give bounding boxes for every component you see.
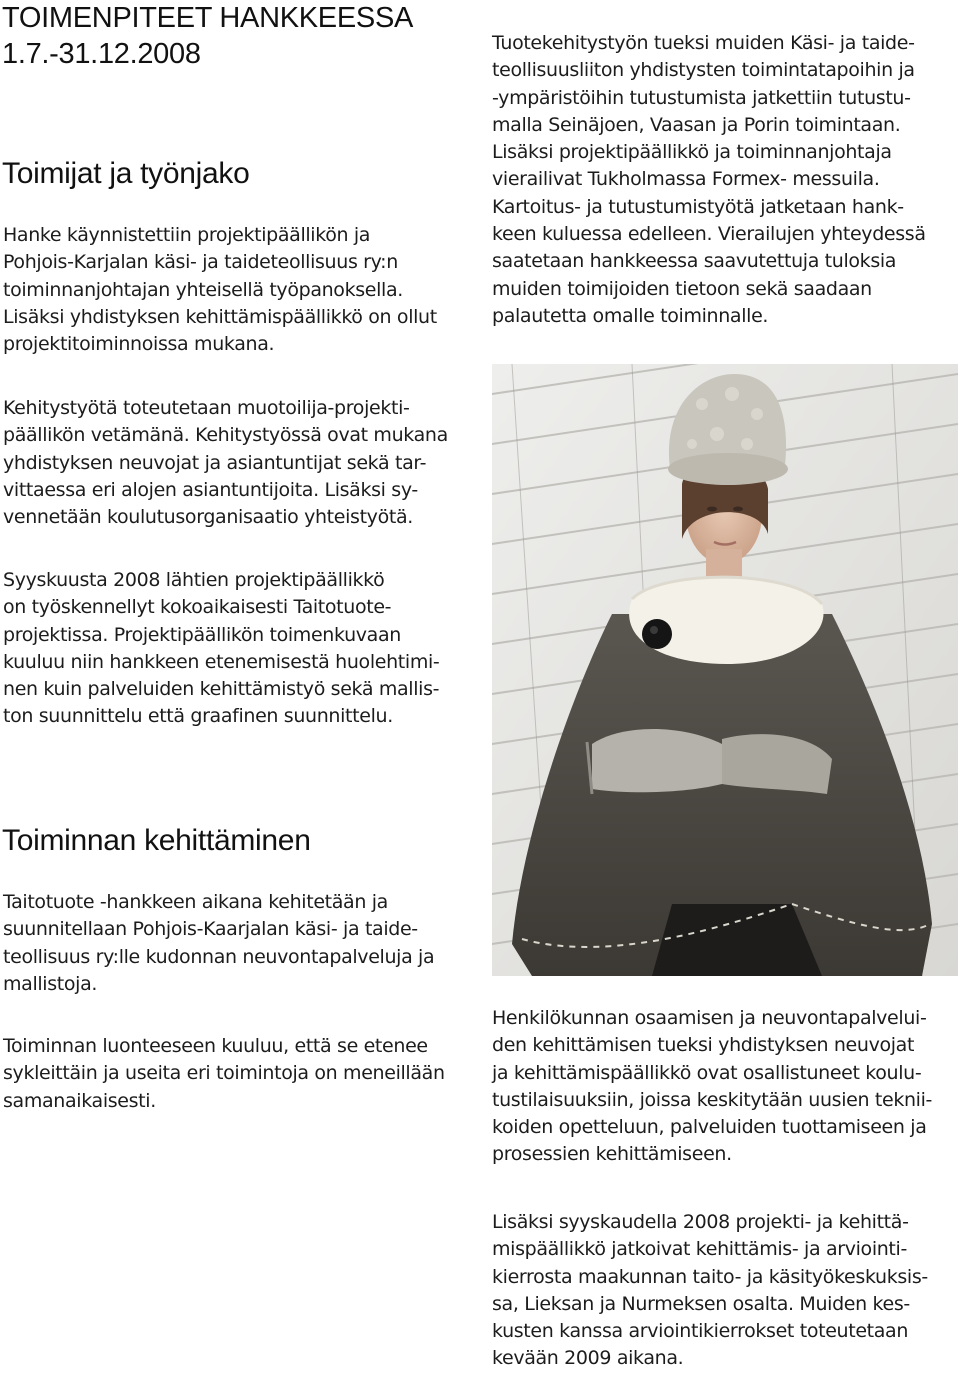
text-line: projektitoiminnoissa mukana. <box>3 333 275 356</box>
text-line: suunnitellaan Pohjois-Kaarjalan käsi- ja taide- <box>3 918 418 941</box>
text-line: kuuluu niin hankkeen etenemisestä huolehtimi- <box>3 650 440 673</box>
text-line: kusten kanssa arviointikierrokset toteutetaan <box>492 1320 909 1343</box>
text-line: vennetään koulutusorganisaatio yhteistyötä. <box>3 506 413 529</box>
paragraph-right-1 <box>492 30 926 330</box>
text-line: kevään 2009 aikana. <box>492 1347 684 1370</box>
title-line-2: 1.7.-31.12.2008 <box>2 38 201 70</box>
text-line: mispäällikkö jatkoivat kehittämis- ja arviointi- <box>492 1238 907 1261</box>
section-heading-toimijat: Toimijat ja työnjako <box>2 157 250 190</box>
text-line: Taitotuote -hankkeen aikana kehitetään ja <box>3 891 388 913</box>
text-line: päällikön vetämänä. Kehitystyössä ovat mukana <box>3 424 448 447</box>
text-line: Toiminnan luonteeseen kuuluu, että se etenee <box>3 1035 428 1057</box>
text-line: sa, Lieksan ja Nurmeksen osalta. Muiden kes- <box>492 1292 910 1315</box>
text-line: mallistoja. <box>3 972 98 995</box>
paragraph-toimijat-1 <box>3 222 437 358</box>
text-line: sykleittäin ja useita eri toimintoja on meneillään <box>3 1062 445 1085</box>
text-line: keen kuluessa edelleen. Vierailujen yhteydessä <box>492 223 926 246</box>
text-line: samanaikaisesti. <box>3 1089 156 1112</box>
text-line: Syyskuusta 2008 lähtien projektipäällikkö <box>3 569 385 591</box>
text-line: Lisäksi yhdistyksen kehittämispäällikkö on ollut <box>3 305 437 328</box>
text-line: saatetaan hankkeessa saavutettuja tuloksia <box>492 250 897 273</box>
text-line: teollisuus ry:lle kudonnan neuvontapalveluja ja <box>3 945 435 968</box>
section-heading-kehittaminen: Toiminnan kehittäminen <box>2 824 311 857</box>
text-line: prosessien kehittämiseen. <box>492 1143 732 1166</box>
text-line: den kehittämisen tueksi yhdistyksen neuvojat <box>492 1034 915 1057</box>
text-line: Kartoitus- ja tutustumistyötä jatketaan hank- <box>492 195 904 218</box>
paragraph-toimijat-3 <box>3 567 439 731</box>
text-line: -ympäristöihin tutustumista jatkettiin tutustu- <box>492 86 911 109</box>
document-header <box>2 0 413 72</box>
text-line: teollisuusliiton yhdistysten toimintatapoihin ja <box>492 59 915 82</box>
text-line: Hanke käynnistettiin projektipäällikön ja <box>3 224 371 246</box>
text-line: Henkilökunnan osaamisen ja neuvontapalvelui- <box>492 1007 927 1029</box>
text-line: kierrosta maakunnan taito- ja käsityökeskuksis- <box>492 1265 928 1288</box>
text-line: malla Seinäjoen, Vaasan ja Porin toimintaan. <box>492 113 901 136</box>
model-photo <box>492 364 958 976</box>
text-line: yhdistyksen neuvojat ja asiantuntijat sekä tar- <box>3 451 427 474</box>
text-line: tustilaisuuksiin, joissa keskitytään uusien teknii- <box>492 1088 933 1111</box>
paragraph-right-2 <box>492 1005 932 1169</box>
text-line: Lisäksi syyskaudella 2008 projekti- ja kehittä- <box>492 1211 909 1233</box>
paragraph-kehittaminen-1 <box>3 889 434 998</box>
text-line: Pohjois-Karjalan käsi- ja taideteollisuus ry:n <box>3 251 398 274</box>
text-line: projektissa. Projektipäällikön toimenkuvaan <box>3 623 401 646</box>
document-title <box>2 0 413 72</box>
title-line-1: TOIMENPITEET HANKKEESSA <box>2 2 414 34</box>
text-line: Lisäksi projektipäällikkö ja toiminnanjohtaja <box>492 141 892 164</box>
text-line: toiminnanjohtajan yhteisellä työpanoksella. <box>3 278 403 301</box>
text-line: ton suunnittelu että graafinen suunnittelu. <box>3 705 393 728</box>
text-line: muiden toimijoiden tietoon sekä saadaan <box>492 277 872 300</box>
text-line: Tuotekehitystyön tueksi muiden Käsi- ja taide- <box>492 32 915 54</box>
text-line: vittaessa eri alojen asiantuntijoita. Lisäksi sy- <box>3 478 418 501</box>
text-line: koiden opetteluun, palveluiden tuottamiseen ja <box>492 1116 927 1139</box>
paragraph-right-3 <box>492 1209 928 1373</box>
paragraph-toimijat-2 <box>3 395 448 531</box>
text-line: Kehitystyötä toteutetaan muotoilija-projekti- <box>3 397 410 419</box>
text-line: nen kuin palveluiden kehittämistyö sekä mallis- <box>3 678 440 701</box>
text-line: vierailivat Tukholmassa Formex- messuila. <box>492 168 880 191</box>
paragraph-kehittaminen-2 <box>3 1033 445 1115</box>
text-line: palautetta omalle toiminnalle. <box>492 304 769 327</box>
text-line: ja kehittämispäällikkö ovat osallistuneet koulu- <box>492 1061 922 1084</box>
text-line: on työskennellyt kokoaikaisesti Taitotuote- <box>3 596 392 619</box>
